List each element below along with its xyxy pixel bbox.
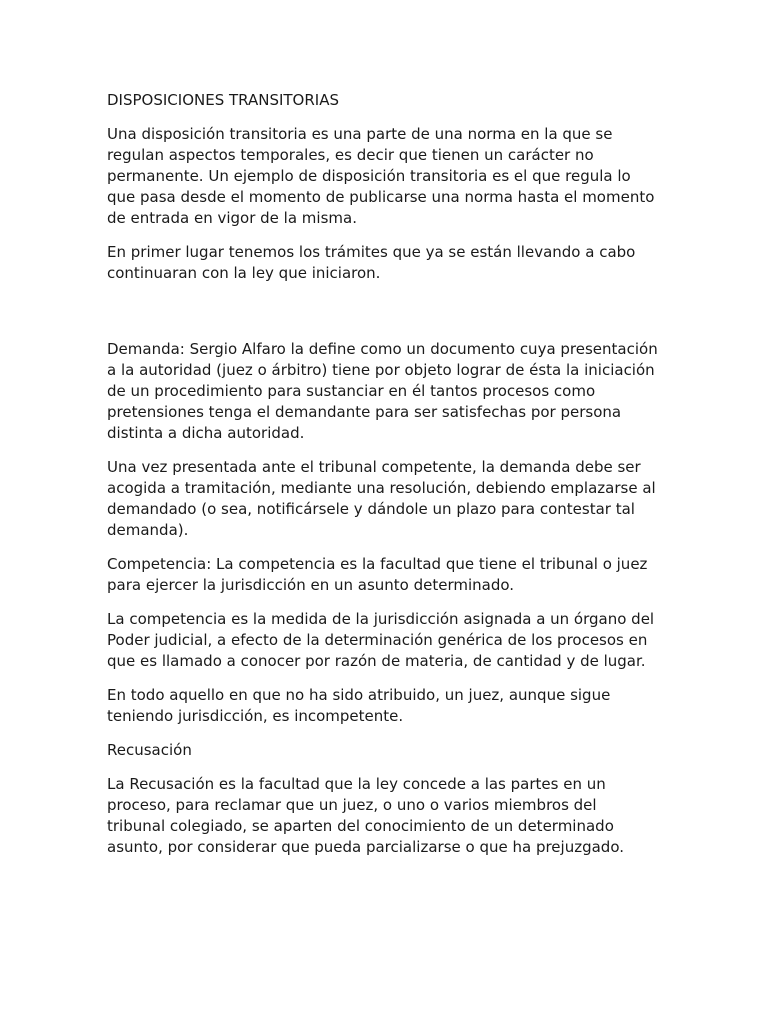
paragraph-line: pretensiones tenga el demandante para ser satisfechas por persona: [107, 403, 622, 421]
paragraph-line: de entrada en vigor de la misma.: [107, 209, 357, 227]
heading-recusacion: [107, 740, 667, 761]
paragraph-line: Poder judicial, a efecto de la determinación genérica de los procesos en: [107, 631, 648, 649]
paragraph-line: demanda).: [107, 521, 189, 539]
paragraph-line: Demanda: Sergio Alfaro la define como un documento cuya presentación: [107, 340, 658, 358]
paragraph-line: continuaran con la ley que iniciaron.: [107, 264, 381, 282]
paragraph-demanda: [107, 339, 667, 444]
paragraph-line: Recusación: [107, 741, 192, 759]
paragraph-demanda-presentada: [107, 457, 667, 541]
paragraph-line: demandado (o sea, notificársele y dándole un plazo para contestar tal: [107, 500, 635, 518]
paragraph-line: que es llamado a conocer por razón de materia, de cantidad y de lugar.: [107, 652, 646, 670]
title-text: DISPOSICIONES TRANSITORIAS: [107, 91, 339, 109]
paragraph-line: Competencia: La competencia es la facultad que tiene el tribunal o juez: [107, 555, 648, 573]
paragraph-line: asunto, por considerar que pueda parcializarse o que ha prejuzgado.: [107, 838, 624, 856]
paragraph-line: para ejercer la jurisdicción en un asunto determinado.: [107, 576, 515, 594]
paragraph-line: teniendo jurisdicción, es incompetente.: [107, 707, 404, 725]
document-page: [107, 90, 667, 871]
paragraph-line: Una vez presentada ante el tribunal competente, la demanda debe ser: [107, 458, 641, 476]
paragraph-competencia: [107, 554, 667, 596]
paragraph-line: regulan aspectos temporales, es decir que tienen un carácter no: [107, 146, 594, 164]
paragraph-line: distinta a dicha autoridad.: [107, 424, 305, 442]
paragraph-disposicion-transitoria: [107, 124, 667, 229]
paragraph-line: La Recusación es la facultad que la ley concede a las partes en un: [107, 775, 606, 793]
paragraph-line: acogida a tramitación, mediante una resolución, debiendo emplazarse al: [107, 479, 656, 497]
paragraph-line: En primer lugar tenemos los trámites que ya se están llevando a cabo: [107, 243, 636, 261]
paragraph-line: que pasa desde el momento de publicarse una norma hasta el momento: [107, 188, 655, 206]
paragraph-line: a la autoridad (juez o árbitro) tiene por objeto lograr de ésta la iniciación: [107, 361, 655, 379]
paragraph-incompetente: [107, 685, 667, 727]
paragraph-line: tribunal colegiado, se aparten del conocimiento de un determinado: [107, 817, 614, 835]
paragraph-line: Una disposición transitoria es una parte de una norma en la que se: [107, 125, 613, 143]
paragraph-line: de un procedimiento para sustanciar en él tantos procesos como: [107, 382, 596, 400]
paragraph-line: En todo aquello en que no ha sido atribuido, un juez, aunque sigue: [107, 686, 611, 704]
paragraph-tramites: [107, 242, 667, 284]
paragraph-line: permanente. Un ejemplo de disposición transitoria es el que regula lo: [107, 167, 631, 185]
paragraph-line: La competencia es la medida de la jurisdicción asignada a un órgano del: [107, 610, 655, 628]
paragraph-recusacion: [107, 774, 667, 858]
document-title: [107, 90, 667, 111]
paragraph-line: proceso, para reclamar que un juez, o uno o varios miembros del: [107, 796, 597, 814]
paragraph-competencia-medida: [107, 609, 667, 672]
